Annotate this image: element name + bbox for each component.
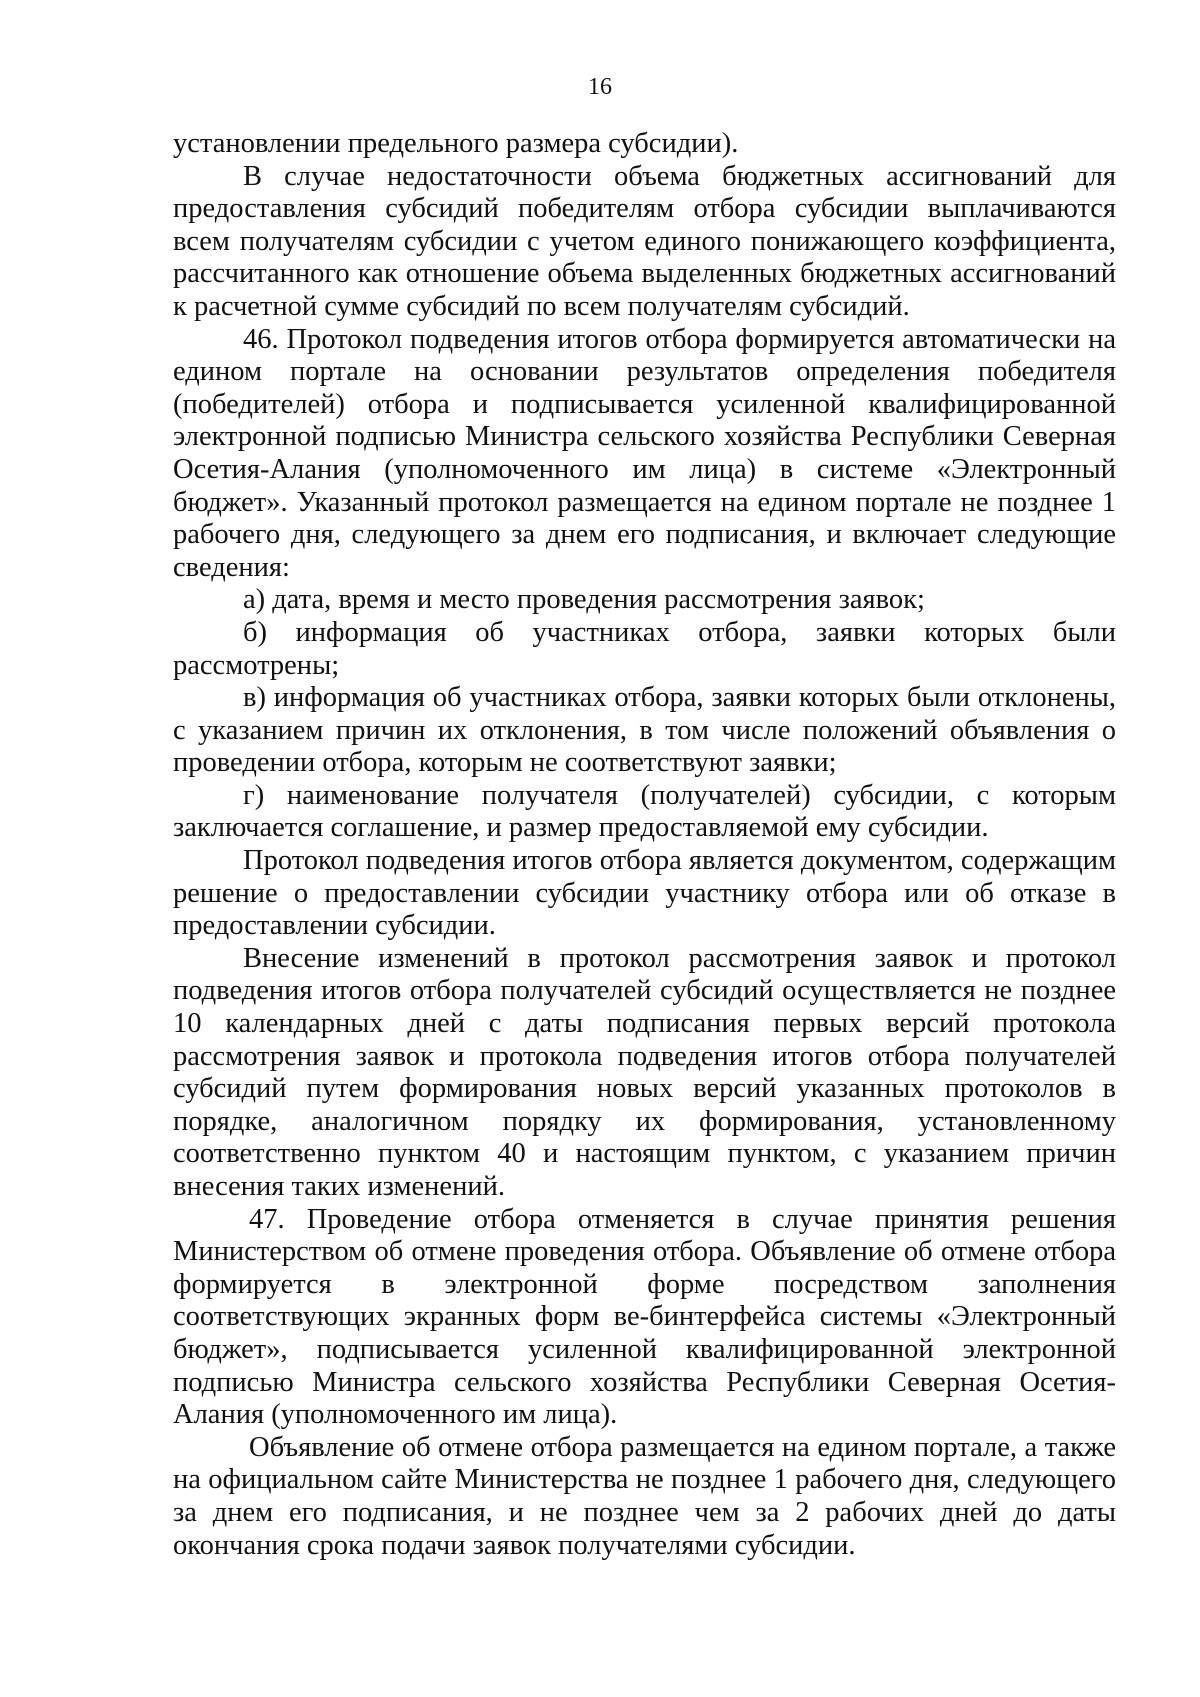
paragraph-protocol-document: Протокол подведения итогов отбора является документом, содержащим решение о предоставлении субсидии участнику отбора или об отказе в предоставлении субсидии.	[173, 845, 1116, 942]
list-item-b: б) информация об участниках отбора, заявки которых были рассмотрены;	[173, 616, 1116, 681]
paragraph-47-cancellation: 47. Проведение отбора отменяется в случае принятия решения Министерством об отмене проведения отбора. Объявление об отмене отбора формируется в электронной форме посредством заполнения соответствующих экранных форм ве-бинтерфейса системы «Электронный бюджет», подписывается усиленной квалифицированной электронной подписью Министра сельского хозяйства Республики Северная Осетия-Алания (уполномоченного им лица).	[173, 1203, 1116, 1431]
document-body	[173, 128, 1116, 1562]
page-number: 16	[588, 74, 612, 100]
list-item-g: г) наименование получателя (получателей) субсидии, с которым заключается соглашение, и размер предоставляемой ему субсидии.	[173, 779, 1116, 844]
paragraph-cancellation-notice: Объявление об отмене отбора размещается на едином портале, а также на официальном сайте Министерства не позднее 1 рабочего дня, следующего за днем его подписания, и не позднее чем за 2 рабочих дней до даты окончания срока подачи заявок получателями субсидии.	[173, 1431, 1116, 1561]
paragraph-46-protocol: 46. Протокол подведения итогов отбора формируется автоматически на едином портале на основании результатов определения победителя (победителей) отбора и подписывается усиленной квалифицированной электронной подписью Министра сельского хозяйства Республики Северная Осетия-Алания (уполномоченного им лица) в системе «Электронный бюджет». Указанный протокол размещается на едином портале не позднее 1 рабочего дня, следующего за днем его подписания, и включает следующие сведения:	[173, 323, 1116, 583]
list-item-v: в) информация об участниках отбора, заявки которых были отклонены, с указанием причин их отклонения, в том числе положений объявления о проведении отбора, которым не соответствуют заявки;	[173, 682, 1116, 779]
paragraph-continuation: установлении предельного размера субсидии).	[173, 128, 739, 159]
paragraph-insufficient-budget: В случае недостаточности объема бюджетных ассигнований для предоставления субсидий победителям отбора субсидии выплачиваются всем получателям субсидии с учетом единого понижающего коэффициента, рассчитанного как отношение объема выделенных бюджетных ассигнований к расчетной сумме субсидий по всем получателям субсидий.	[173, 160, 1116, 322]
paragraph-protocol-changes: Внесение изменений в протокол рассмотрения заявок и протокол подведения итогов отбора получателей субсидий осуществляется не позднее 10 календарных дней с даты подписания первых версий протокола рассмотрения заявок и протокола подведения итогов отбора получателей субсидий путем формирования новых версий указанных протоколов в порядке, аналогичном порядку их формирования, установленному соответственно пунктом 40 и настоящим пунктом, с указанием причин внесения таких изменений.	[173, 942, 1116, 1202]
list-item-a: а) дата, время и место проведения рассмотрения заявок;	[243, 584, 925, 616]
